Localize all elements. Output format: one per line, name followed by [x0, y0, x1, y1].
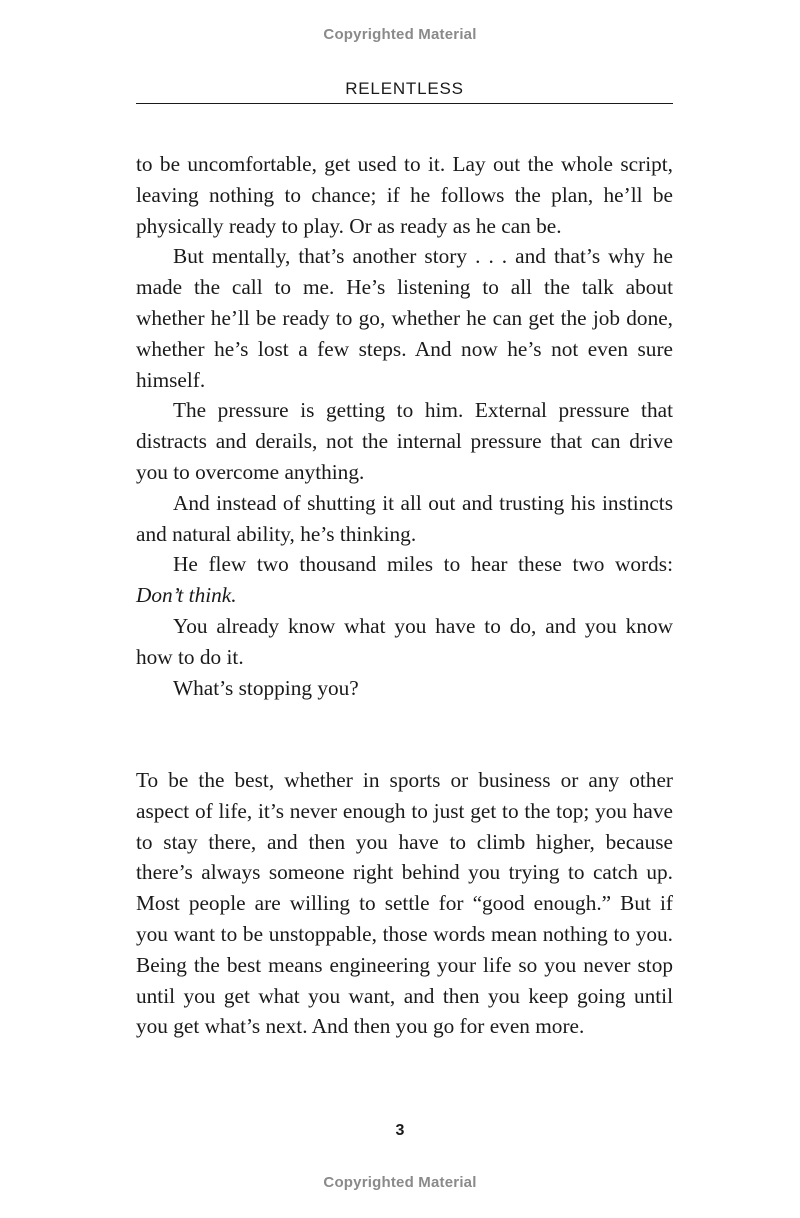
- paragraph-5-italic: Don’t think.: [136, 583, 237, 608]
- running-head: RELENTLESS: [345, 79, 464, 98]
- paragraph-3: The pressure is getting to him. External pressure that distracts and derails, not the internal pressure that can drive you to overcome anything.: [136, 398, 673, 484]
- section-1: [136, 149, 673, 703]
- header-rule: [136, 103, 673, 104]
- paragraph-2: But mentally, that’s another story . . . and that’s why he made the call to me. He’s listening to all the talk about whether he’ll be ready to go, whether he can get the job done, whether he’s lost a few steps. And now he’s not even sure himself.: [136, 244, 673, 392]
- paragraph-8: To be the best, whether in sports or business or any other aspect of life, it’s never enough to just get to the top; you have to stay there, and then you have to climb higher, because there’s always someone right behind you trying to catch up. Most people are willing to settle for “good enough.” But if you want to be unstoppable, those words mean nothing to you. Being the best means engineering your life so you never stop until you get what you want, and then you keep going until you get what’s next. And then you go for even more.: [136, 768, 673, 1039]
- paragraph-5-text: He flew two thousand miles to hear these two words:: [173, 552, 673, 577]
- watermark-top: Copyrighted Material: [323, 26, 477, 43]
- section-2: [136, 765, 673, 1042]
- page-number: 3: [395, 1122, 405, 1139]
- watermark-bottom: Copyrighted Material: [323, 1174, 477, 1191]
- paragraph-4: And instead of shutting it all out and trusting his instincts and natural ability, he’s thinking.: [136, 490, 673, 546]
- paragraph-1: to be uncomfortable, get used to it. Lay out the whole script, leaving nothing to chance; if he follows the plan, he’ll be physically ready to play. Or as ready as he can be.: [136, 152, 673, 238]
- paragraph-7: What’s stopping you?: [173, 675, 359, 700]
- paragraph-5: [136, 549, 673, 611]
- paragraph-6: You already know what you have to do, and you know how to do it.: [136, 613, 673, 669]
